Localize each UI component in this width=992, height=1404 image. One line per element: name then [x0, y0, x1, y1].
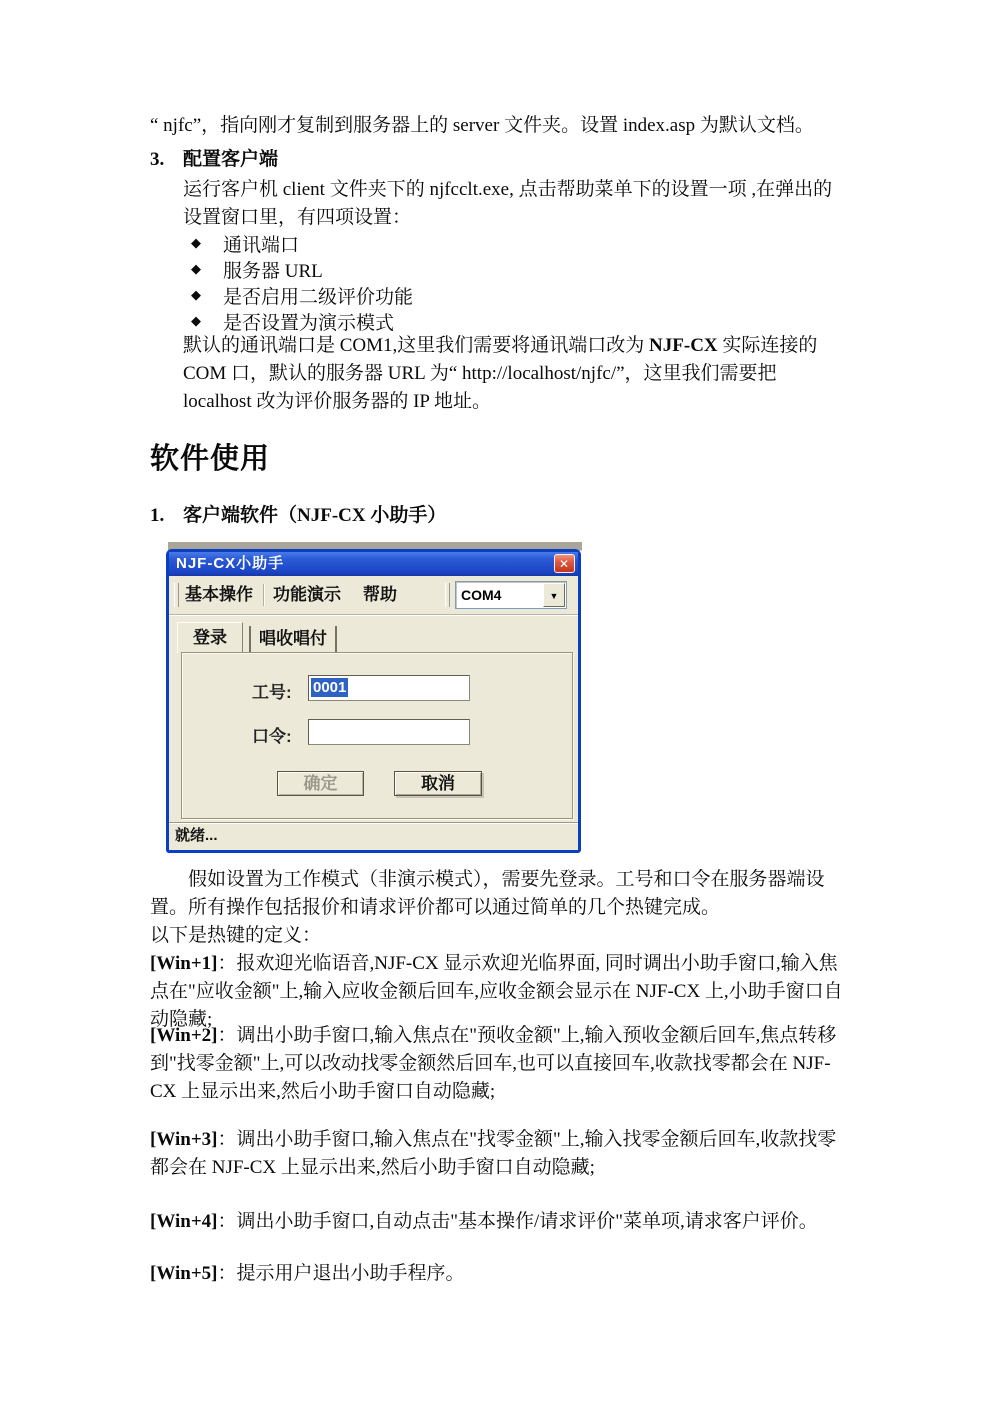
- intro-line: “ njfc”，指向刚才复制到服务器上的 server 文件夹。设置 index.asp 为默认文档。: [150, 115, 814, 136]
- menu-function-demo[interactable]: 功能演示: [273, 585, 341, 604]
- item3-title: 配置客户端: [183, 149, 279, 170]
- com-port-select[interactable]: [455, 581, 567, 609]
- section-heading: 软件使用: [150, 443, 271, 475]
- close-icon[interactable]: ✕: [554, 554, 575, 573]
- bullet-item: [183, 230, 783, 256]
- hotkey-win5: [150, 1260, 850, 1288]
- com-port-value: COM4: [461, 587, 502, 603]
- njfcx-assistant-window: [166, 549, 581, 853]
- toolbar-grip: [445, 583, 450, 607]
- item1-number: 1.: [150, 505, 165, 526]
- hotkey-intro-line: 以下是热键的定义：: [150, 925, 322, 946]
- password-label: 口令:: [252, 727, 292, 746]
- bullet-label: 是否设置为演示模式: [223, 312, 395, 334]
- item1-title: 客户端软件（NJF-CX 小助手）: [183, 505, 447, 526]
- hotkey-desc: ：提示用户退出小助手程序。: [217, 1263, 465, 1284]
- hotkey-desc: ：调出小助手窗口,自动点击"基本操作/请求评价"菜单项,请求客户评价。: [217, 1211, 818, 1232]
- menu-bar: [169, 576, 578, 615]
- window-titlebar[interactable]: [169, 552, 578, 576]
- bullet-item: [183, 282, 783, 308]
- defaults-bold-njfcx: NJF-CX: [649, 335, 718, 356]
- hotkey-win2: [150, 1022, 850, 1106]
- hotkey-desc: ：调出小助手窗口,输入焦点在"找零金额"上,输入找零金额后回车,收款找零都会在 NJF-CX 上显示出来,然后小助手窗口自动隐藏;: [150, 1129, 837, 1178]
- menu-basic-operations[interactable]: 基本操作: [185, 585, 253, 604]
- diamond-bullet-icon: ◆: [191, 287, 201, 302]
- cancel-button[interactable]: 取消: [394, 771, 482, 796]
- worker-id-label: 工号:: [252, 683, 292, 702]
- bullet-label: 服务器 URL: [223, 260, 323, 282]
- bullet-item: [183, 256, 783, 282]
- item3-heading: [150, 146, 850, 174]
- defaults-text-2: 实际连接的 COM 口，默认的服务器 URL 为“ http://localhost/njfc/”，这里我们需要把 localhost 改为评价服务器的 IP 地址。: [183, 335, 818, 412]
- hotkey-key: [Win+4]: [150, 1211, 218, 1232]
- window-title: NJF-CX小助手: [176, 555, 285, 572]
- hotkey-key: [Win+3]: [150, 1129, 218, 1150]
- login-tab-panel: [181, 652, 573, 819]
- hotkey-key: [Win+5]: [150, 1263, 218, 1284]
- tab-changshou-changfu[interactable]: 唱收唱付: [249, 626, 337, 652]
- hotkey-desc: ：调出小助手窗口,输入焦点在"预收金额"上,输入预收金额后回车,焦点转移到"找零金额"上,可以改动找零金额然后回车,也可以直接回车,收款找零都会在 NJF-CX 上显示出来,然后小助手窗口自动隐藏;: [150, 1025, 837, 1102]
- toolbar-grip: [174, 583, 179, 607]
- item3-paragraph: 运行客户机 client 文件夹下的 njfcclt.exe, 点击帮助菜单下的设置一项 ,在弹出的设置窗口里，有四项设置：: [183, 179, 833, 228]
- hotkey-key: [Win+1]: [150, 953, 218, 974]
- hotkey-key: [Win+2]: [150, 1025, 218, 1046]
- diamond-bullet-icon: ◆: [191, 313, 201, 328]
- tab-strip: [177, 622, 570, 653]
- settings-bullet-list: [183, 230, 783, 334]
- status-text: 就绪...: [175, 827, 218, 844]
- menu-separator: [263, 584, 264, 606]
- hotkey-desc: ：报欢迎光临语音,NJF-CX 显示欢迎光临界面, 同时调出小助手窗口,输入焦点在"应收金额"上,输入应收金额后回车,应收金额会显示在 NJF-CX 上,小助手窗口自动隐藏;: [150, 953, 843, 1030]
- usage-paragraph: 假如设置为工作模式（非演示模式），需要先登录。工号和口令在服务器端设置。所有操作包括报价和请求评价都可以通过简单的几个热键完成。: [150, 869, 825, 918]
- worker-id-value: 0001: [313, 679, 347, 696]
- app-screenshot: [166, 542, 586, 854]
- bullet-label: 通讯端口: [223, 234, 300, 256]
- password-input[interactable]: [308, 719, 470, 745]
- defaults-paragraph: [183, 332, 847, 416]
- bullet-item: [183, 308, 783, 334]
- item1-heading: [150, 502, 850, 530]
- status-bar: [169, 822, 578, 850]
- item3-number: 3.: [150, 149, 165, 170]
- diamond-bullet-icon: ◆: [191, 235, 201, 250]
- worker-id-input[interactable]: [308, 675, 470, 701]
- bullet-label: 是否启用二级评价功能: [223, 286, 414, 308]
- chevron-down-icon[interactable]: ▼: [543, 583, 565, 607]
- tab-login[interactable]: 登录: [177, 622, 243, 653]
- defaults-text-1: 默认的通讯端口是 COM1,这里我们需要将通讯端口改为: [183, 335, 650, 356]
- hotkey-win3: [150, 1126, 850, 1182]
- ok-button[interactable]: 确定: [277, 771, 364, 796]
- menu-help[interactable]: 帮助: [363, 585, 397, 604]
- diamond-bullet-icon: ◆: [191, 261, 201, 276]
- hotkey-win4: [150, 1208, 850, 1236]
